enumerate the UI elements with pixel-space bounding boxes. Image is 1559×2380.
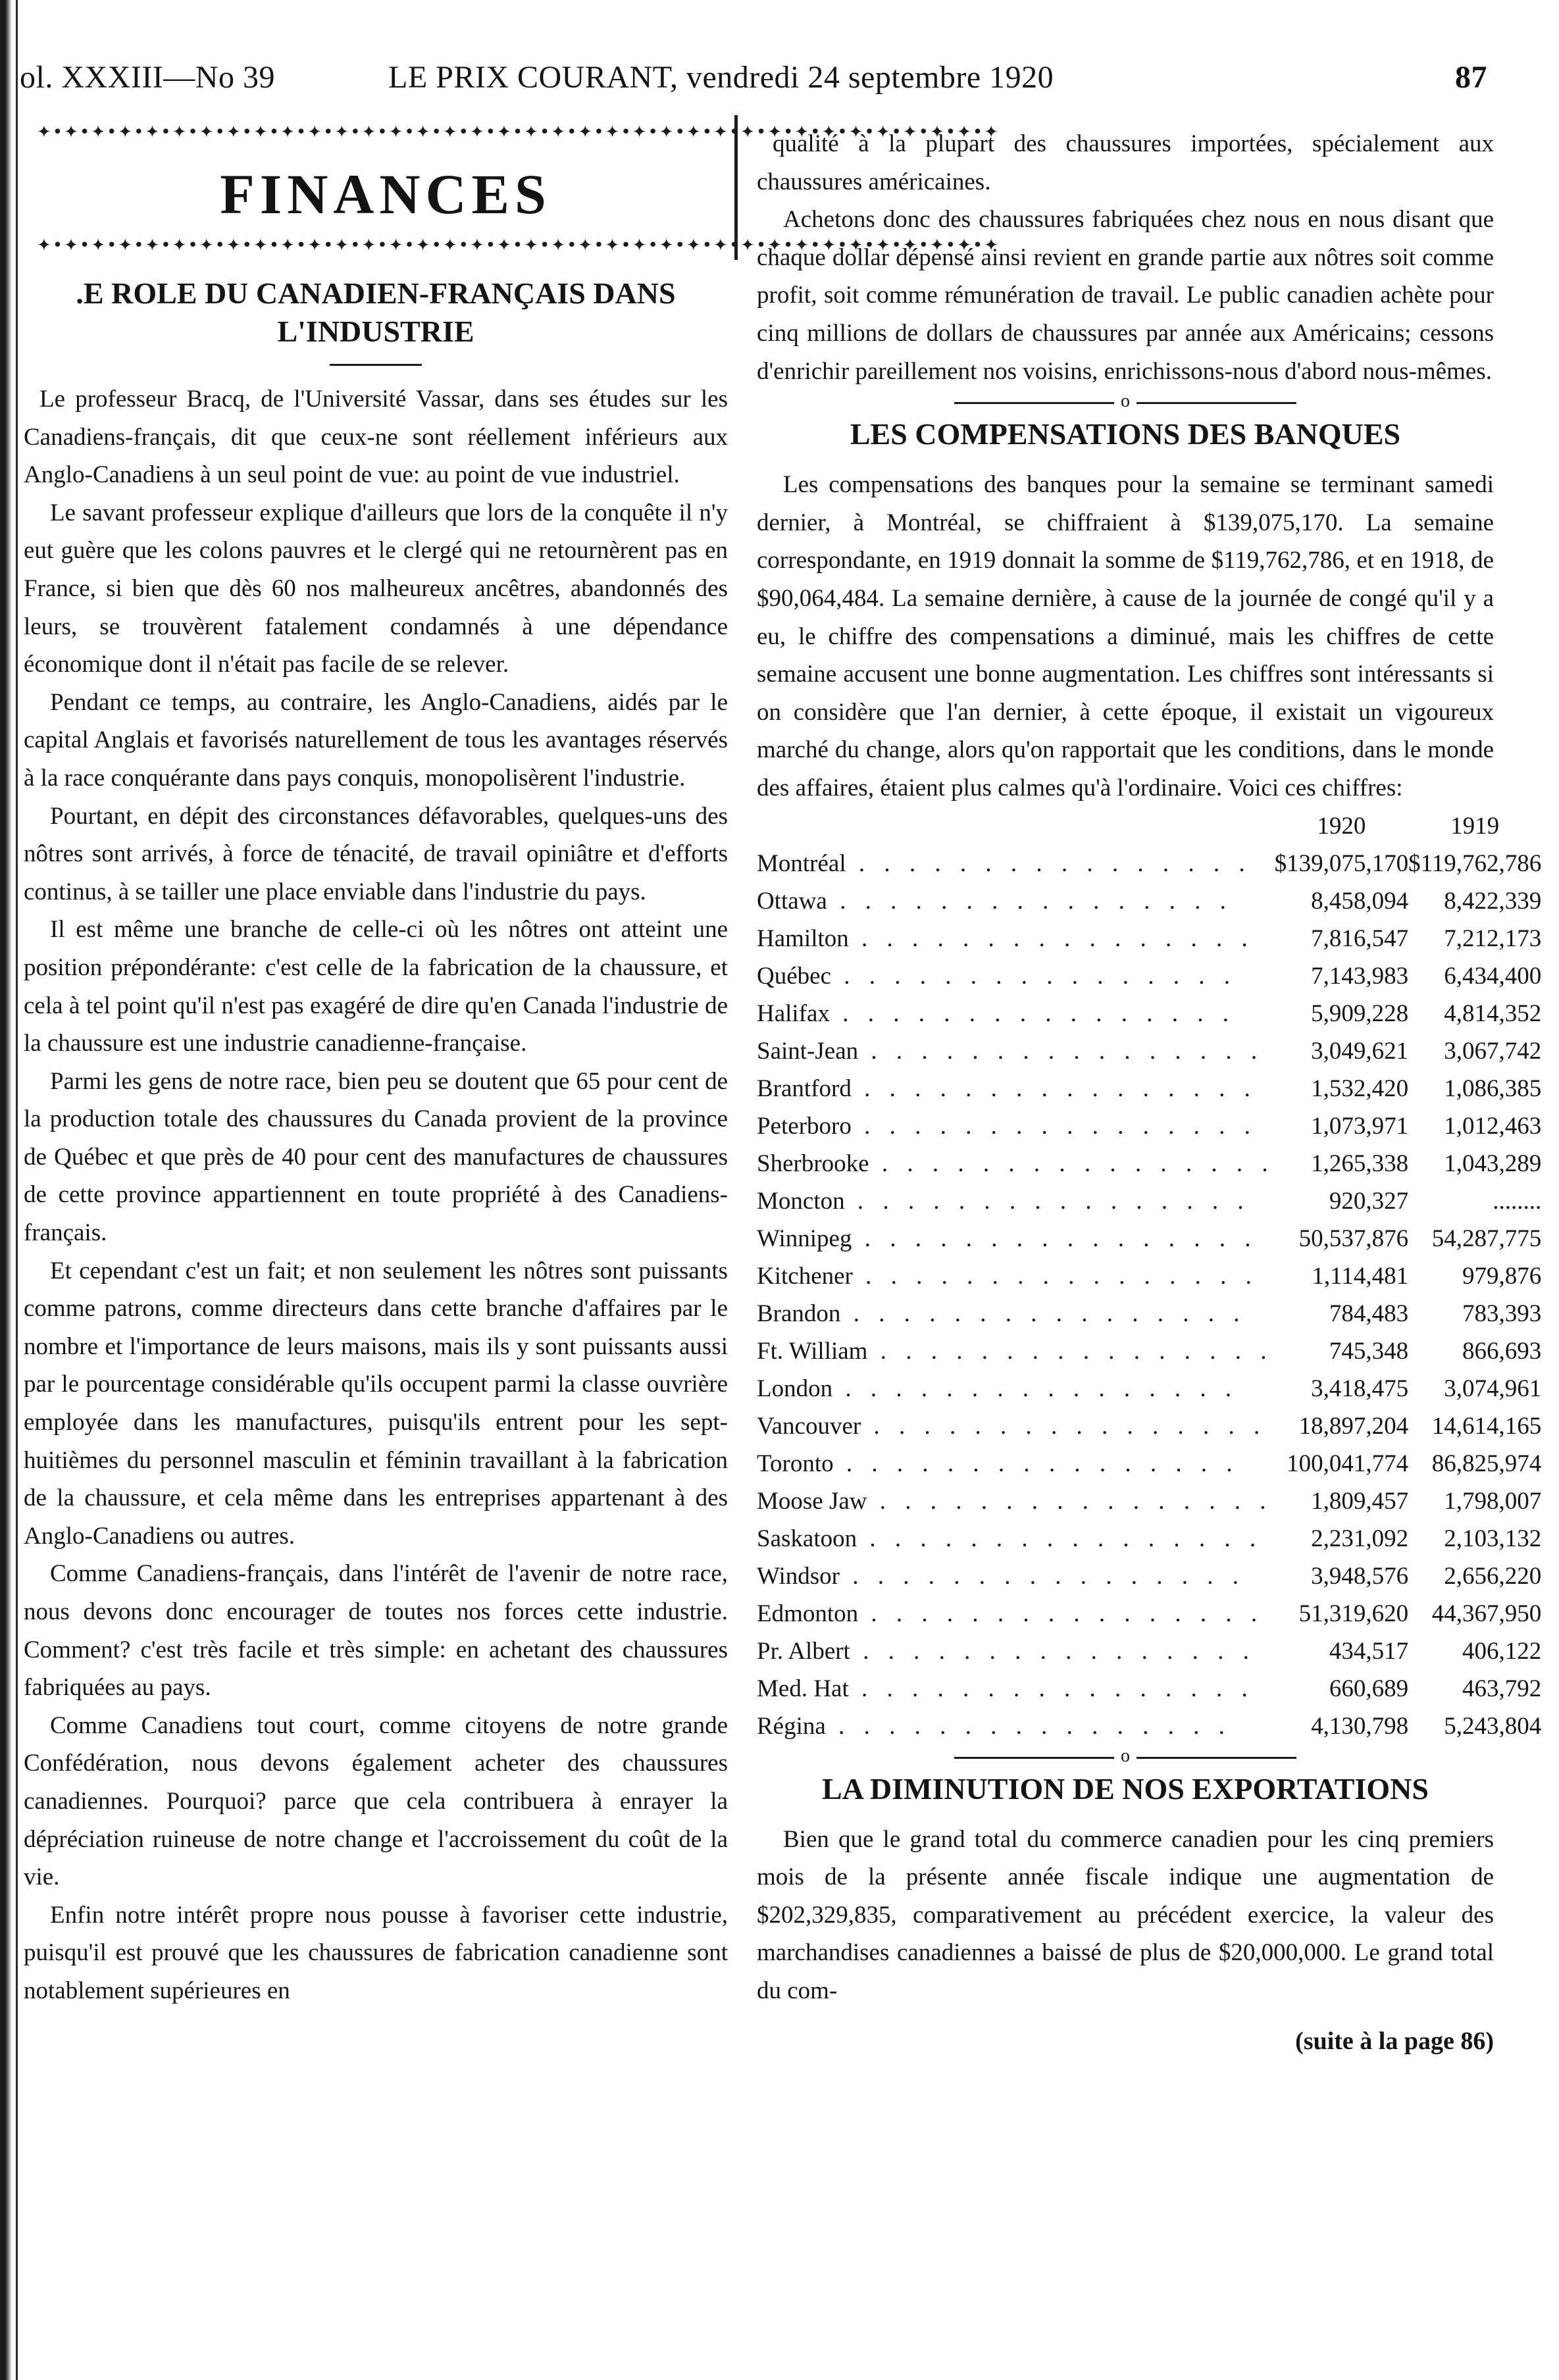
- table-row: [757, 995, 1541, 1032]
- leader-dots: . . . . . . . . . . . . . . . .: [848, 1675, 1254, 1702]
- value-1919: 1,012,463: [1444, 1112, 1542, 1140]
- city-cell: [757, 1708, 1275, 1745]
- binding-line: [16, 0, 18, 2380]
- table-row: [757, 1145, 1541, 1182]
- city-cell: [757, 1370, 1275, 1407]
- paragraph: Comme Canadiens tout court, comme citoyens de notre grande Confédération, nous devons également acheter des chaussures canadiennes. Pourquoi? parce que cela contribuera à enrayer la dépréciation ruineuse de notre change et l'accroissement du coût de la vie.: [24, 1711, 728, 1891]
- table-row: [757, 1633, 1541, 1670]
- value-1919: 3,067,742: [1444, 1037, 1542, 1065]
- article-body: [24, 380, 728, 2010]
- city-cell: [757, 882, 1275, 920]
- city-cell: [757, 1257, 1275, 1295]
- leader-dots: . . . . . . . . . . . . . . . .: [861, 1412, 1267, 1440]
- value-1920: 1,265,338: [1311, 1150, 1409, 1177]
- clearings-table: [757, 807, 1541, 1745]
- city-cell: [757, 1182, 1275, 1220]
- city-cell: [757, 1482, 1275, 1520]
- table-row: [757, 1482, 1541, 1520]
- value-1920: 784,483: [1329, 1300, 1409, 1327]
- section-divider: [954, 1745, 1296, 1766]
- city-cell: [757, 1220, 1275, 1257]
- table-header-row: [757, 807, 1541, 845]
- leader-dots: . . . . . . . . . . . . . . . .: [829, 1000, 1235, 1027]
- leader-dots: . . . . . . . . . . . . . . . .: [831, 962, 1237, 990]
- table-row: [757, 1107, 1541, 1145]
- leader-dots: . . . . . . . . . . . . . . . .: [869, 1150, 1275, 1177]
- paragraph: Achetons donc des chaussures fabriquées chez nous en nous disant que chaque dollar dépensé ainsi revient en grande partie aux nôtres soit comme profit, soit comme rémunération de travail. Le public canadien achète pour cinq millions de dollars de chaussures par année aux Américains; cessons d'enrichir pareillement nos voisins, enrichissons-nous d'abord nous-mêmes.: [757, 206, 1494, 385]
- ornament-border-bottom: ✦•✦•✦•✦•✦•✦•✦•✦•✦•✦•✦•✦•✦•✦•✦•✦•✦•✦•✦•✦•✦•✦•✦•✦•✦•✦•✦•✦•✦•✦•✦•✦•✦•✦•✦•✦: [37, 236, 1000, 255]
- value-1919: 979,876: [1462, 1262, 1542, 1290]
- city-name: Sherbrooke: [757, 1150, 869, 1177]
- table-row: [757, 1407, 1541, 1445]
- leader-dots: . . . . . . . . . . . . . . . .: [867, 1337, 1273, 1365]
- table-row: [757, 920, 1541, 957]
- city-cell: [757, 995, 1275, 1032]
- article-continuation: [757, 125, 1494, 390]
- section-title: FINANCES: [220, 163, 551, 226]
- value-1920: 1,809,457: [1311, 1487, 1409, 1515]
- paragraph: Enfin notre intérêt propre nous pousse à favoriser cette industrie, puisqu'il est prouvé que les chaussures de fabrication canadienne sont notablement supérieures en: [24, 1901, 728, 2004]
- finances-banner: [37, 115, 1000, 260]
- city-cell: [757, 920, 1275, 957]
- binding-shadow: [0, 0, 12, 2380]
- divider-mark: o: [1114, 392, 1137, 411]
- city-cell: [757, 1032, 1275, 1070]
- value-1919: 1,043,289: [1444, 1150, 1542, 1177]
- paragraph: Bien que le grand total du commerce canadien pour les cinq premiers mois de la présente année fiscale indique une augmentation de $202,329,835, comparativement au précédent exercice, la valeur des marchandises canadiennes a baissé de plus de $20,000,000. Le grand total du com-: [757, 1825, 1494, 2004]
- value-1920: 18,897,204: [1298, 1412, 1409, 1440]
- value-1920: $139,075,170: [1274, 849, 1409, 877]
- city-cell: [757, 1557, 1275, 1595]
- city-name: Moncton: [757, 1187, 845, 1215]
- value-1919: ........: [1493, 1187, 1542, 1215]
- ornament-border-top: ✦•✦•✦•✦•✦•✦•✦•✦•✦•✦•✦•✦•✦•✦•✦•✦•✦•✦•✦•✦•✦•✦•✦•✦•✦•✦•✦•✦•✦•✦•✦•✦•✦•✦•✦•✦: [37, 122, 1000, 142]
- paragraph: Comme Canadiens-français, dans l'intérêt de l'avenir de notre race, nous devons donc encourager de toutes nos forces cette industrie. Comment? c'est très facile et très simple: en achetant des chaussures fabriquées au pays.: [24, 1560, 728, 1702]
- city-cell: [757, 1145, 1275, 1182]
- value-1919: 8,422,339: [1444, 887, 1542, 915]
- table-header-year: 1920: [1317, 812, 1366, 840]
- city-name: Edmonton: [757, 1600, 859, 1627]
- value-1919: 1,086,385: [1444, 1075, 1542, 1102]
- city-cell: [757, 845, 1275, 882]
- paragraph: Il est même une branche de celle-ci où les nôtres ont atteint une position prépondérante: c'est celle de la fabrication de la chaussure, et cela à tel point qu'il n'est pas exagéré de dire qu'en Canada l'industrie de la chaussure est une industrie canadienne-française.: [24, 916, 728, 1057]
- city-cell: [757, 1295, 1275, 1332]
- masthead: [20, 54, 1487, 103]
- city-name: Saint-Jean: [757, 1037, 859, 1065]
- table-row: [757, 1032, 1541, 1070]
- table-row: [757, 1295, 1541, 1332]
- value-1919: $119,762,786: [1408, 849, 1542, 877]
- issue-label: ol. XXXIII—No 39: [20, 60, 275, 95]
- article-body: [757, 1821, 1494, 2010]
- city-name: Ft. William: [757, 1337, 868, 1365]
- table-row: [757, 1670, 1541, 1708]
- table-header-blank: [757, 807, 1275, 845]
- value-1920: 3,418,475: [1311, 1375, 1409, 1402]
- table-row: [757, 1220, 1541, 1257]
- city-cell: [757, 1670, 1275, 1708]
- city-name: Halifax: [757, 1000, 830, 1027]
- value-1920: 660,689: [1329, 1675, 1409, 1702]
- value-1919: 2,656,220: [1444, 1562, 1542, 1590]
- city-name: Hamilton: [757, 924, 849, 952]
- table-row: [757, 1595, 1541, 1633]
- paragraph: Et cependant c'est un fait; et non seulement les nôtres sont puissants comme patrons, comme directeurs dans cette branche d'affaires par le nombre et l'importance de leurs maisons, mais ils y sont puissants aussi par le pourcentage considérable qu'ils occupent parmi la classe ouvrière employée dans les manufactures, puisqu'ils entrent pour les sept-huitièmes du personnel masculin et féminin travaillant à la fabrication de la chaussure, et cela même dans les entreprises appartenant à des Anglo-Canadiens ou autres.: [24, 1257, 728, 1550]
- value-1920: 8,458,094: [1311, 887, 1409, 915]
- table-row: [757, 1257, 1541, 1295]
- right-column: [757, 125, 1542, 2349]
- leader-dots: . . . . . . . . . . . . . . . .: [857, 1525, 1263, 1552]
- leader-dots: . . . . . . . . . . . . . . . .: [827, 887, 1233, 915]
- paragraph: qualité à la plupart des chaussures importées, spécialement aux chaussures américaines.: [757, 130, 1494, 195]
- city-cell: [757, 1595, 1275, 1633]
- value-1919: 3,074,961: [1444, 1375, 1542, 1402]
- city-cell: [757, 1520, 1275, 1557]
- divider-mark: o: [1114, 1746, 1137, 1766]
- value-1920: 100,041,774: [1287, 1450, 1409, 1477]
- city-cell: [757, 1633, 1275, 1670]
- value-1920: 1,532,420: [1311, 1075, 1409, 1102]
- city-cell: [757, 1407, 1275, 1445]
- city-name: Moose Jaw: [757, 1487, 867, 1515]
- value-1919: 7,212,173: [1444, 924, 1542, 952]
- leader-dots: . . . . . . . . . . . . . . . .: [825, 1712, 1231, 1740]
- leader-dots: . . . . . . . . . . . . . . . .: [850, 1637, 1256, 1665]
- value-1920: 7,816,547: [1311, 924, 1409, 952]
- value-1919: 14,614,165: [1431, 1412, 1542, 1440]
- leader-dots: . . . . . . . . . . . . . . . .: [840, 1300, 1246, 1327]
- city-name: Brantford: [757, 1075, 852, 1102]
- city-cell: [757, 1445, 1275, 1482]
- leader-dots: . . . . . . . . . . . . . . . .: [851, 1075, 1257, 1102]
- value-1919: 2,103,132: [1444, 1525, 1542, 1552]
- city-name: Brandon: [757, 1300, 841, 1327]
- leader-dots: . . . . . . . . . . . . . . . .: [858, 1600, 1264, 1627]
- article-body: [757, 466, 1494, 807]
- value-1920: 1,114,481: [1312, 1262, 1409, 1290]
- paragraph: Parmi les gens de notre race, bien peu se doutent que 65 pour cent de la production totale des chaussures du Canada provient de la province de Québec et que près de 40 pour cent des manufactures de chaussures de cette province appartiennent en toute propriété à des Canadiens-français.: [24, 1067, 728, 1247]
- table-row: [757, 1520, 1541, 1557]
- table-header-year: 1919: [1450, 812, 1500, 840]
- value-1920: 745,348: [1329, 1337, 1409, 1365]
- value-1920: 3,049,621: [1311, 1037, 1409, 1065]
- city-name: London: [757, 1375, 833, 1402]
- paragraph: Pourtant, en dépit des circonstances défavorables, quelques-uns des nôtres sont arrivés, à force de ténacité, de travail opiniâtre et d'efforts continus, à se tailler une place enviable dans l'industrie du pays.: [24, 802, 728, 905]
- city-name: Montréal: [757, 849, 846, 877]
- value-1920: 434,517: [1329, 1637, 1409, 1665]
- value-1919: 4,814,352: [1444, 1000, 1542, 1027]
- table-row: [757, 1445, 1541, 1482]
- section-divider: [954, 391, 1296, 412]
- table-row: [757, 1182, 1541, 1220]
- headline-rule: [330, 364, 422, 366]
- city-cell: [757, 1107, 1275, 1145]
- value-1920: 2,231,092: [1311, 1525, 1409, 1552]
- value-1920: 920,327: [1329, 1187, 1409, 1215]
- value-1920: 1,073,971: [1311, 1112, 1409, 1140]
- city-name: Med. Hat: [757, 1675, 849, 1702]
- table-row: [757, 1070, 1541, 1107]
- city-name: Régina: [757, 1712, 826, 1740]
- value-1919: 54,287,775: [1431, 1225, 1542, 1252]
- leader-dots: . . . . . . . . . . . . . . . .: [852, 1262, 1258, 1290]
- city-name: Québec: [757, 962, 831, 990]
- leader-dots: . . . . . . . . . . . . . . . .: [852, 1225, 1258, 1252]
- city-name: Winnipeg: [757, 1225, 852, 1252]
- paragraph: Le professeur Bracq, de l'Université Vassar, dans ses études sur les Canadiens-français, dit que ceux-ne sont réellement inférieurs aux Anglo-Canadiens à un seul point de vue: au point de vue industriel.: [24, 386, 728, 489]
- value-1919: 463,792: [1462, 1675, 1542, 1702]
- city-cell: [757, 957, 1275, 995]
- value-1920: 50,537,876: [1298, 1225, 1409, 1252]
- leader-dots: . . . . . . . . . . . . . . . .: [832, 1375, 1239, 1402]
- city-name: Windsor: [757, 1562, 840, 1590]
- city-name: Saskatoon: [757, 1525, 857, 1552]
- value-1919: 86,825,974: [1431, 1450, 1542, 1477]
- paragraph: Les compensations des banques pour la semaine se terminant samedi dernier, à Montréal, se chiffraient à $139,075,170. La semaine correspondante, en 1919 donnait la somme de $119,762,786, et en 1918, de $90,064,484. La semaine dernière, à cause de la journée de congé qu'il y a eu, le chiffre des compensations a diminué, mais les chiffres de cette semaine accusent une bonne augmentation. Les chiffres sont intéressants si on considère que l'an dernier, à cette époque, il existait un vigoureux marché du change, alors qu'on rapportait que les conditions, dans le monde des affaires, étaient plus calmes qu'à l'ordinaire. Voici ces chiffres:: [757, 471, 1494, 801]
- value-1919: 5,243,804: [1444, 1712, 1542, 1740]
- leader-dots: . . . . . . . . . . . . . . . .: [858, 1037, 1264, 1065]
- table-row: [757, 1332, 1541, 1370]
- publication-title: LE PRIX COURANT, vendredi 24 septembre 1920: [388, 60, 1054, 95]
- value-1920: 51,319,620: [1298, 1600, 1409, 1627]
- value-1919: 406,122: [1462, 1637, 1542, 1665]
- leader-dots: . . . . . . . . . . . . . . . .: [839, 1562, 1245, 1590]
- value-1920: 5,909,228: [1311, 1000, 1409, 1027]
- leader-dots: . . . . . . . . . . . . . . . .: [851, 1112, 1257, 1140]
- leader-dots: . . . . . . . . . . . . . . . .: [846, 849, 1252, 877]
- value-1920: 3,948,576: [1311, 1562, 1409, 1590]
- leader-dots: . . . . . . . . . . . . . . . .: [833, 1450, 1239, 1477]
- city-name: Ottawa: [757, 887, 827, 915]
- city-name: Peterboro: [757, 1112, 852, 1140]
- value-1919: 44,367,950: [1431, 1600, 1542, 1627]
- city-name: Kitchener: [757, 1262, 853, 1290]
- article-headline: .E ROLE DU CANADIEN-FRANÇAIS DANS L'INDUSTRIE: [76, 276, 676, 348]
- value-1919: 866,693: [1462, 1337, 1542, 1365]
- city-name: Toronto: [757, 1450, 834, 1477]
- leader-dots: . . . . . . . . . . . . . . . .: [867, 1487, 1273, 1515]
- leader-dots: . . . . . . . . . . . . . . . .: [848, 924, 1254, 952]
- leader-dots: . . . . . . . . . . . . . . . .: [844, 1187, 1250, 1215]
- table-row: [757, 957, 1541, 995]
- city-cell: [757, 1332, 1275, 1370]
- paragraph: Pendant ce temps, au contraire, les Anglo-Canadiens, aidés par le capital Anglais et favorisés naturellement de tous les avantages réservés à la race conquérante dans pays conquis, monopolisèrent l'industrie.: [24, 688, 728, 792]
- value-1919: 1,798,007: [1444, 1487, 1542, 1515]
- value-1919: 6,434,400: [1444, 962, 1542, 990]
- value-1920: 7,143,983: [1311, 962, 1409, 990]
- continuation-note: (suite à la page 86): [1295, 2027, 1494, 2056]
- table-row: [757, 1557, 1541, 1595]
- table-row: [757, 882, 1541, 920]
- table-row: [757, 845, 1541, 882]
- article-headline: LA DIMINUTION DE NOS EXPORTATIONS: [822, 1771, 1429, 1806]
- table-row: [757, 1370, 1541, 1407]
- city-name: Vancouver: [757, 1412, 861, 1440]
- page-number: 87: [1455, 60, 1487, 95]
- paragraph: Le savant professeur explique d'ailleurs que lors de la conquête il n'y eut guère que les colons pauvres et le clergé qui ne retournèrent pas en France, si bien que dès 60 nos malheureux ancêtres, abandonnés des leurs, se trouvèrent fatalement condamnés à une dépendance économique dont il n'était pas facile de se relever.: [24, 499, 728, 678]
- value-1920: 4,130,798: [1311, 1712, 1409, 1740]
- table-row: [757, 1708, 1541, 1745]
- article-headline: LES COMPENSATIONS DES BANQUES: [850, 417, 1401, 451]
- value-1919: 783,393: [1462, 1300, 1542, 1327]
- city-name: Pr. Albert: [757, 1637, 850, 1665]
- city-cell: [757, 1070, 1275, 1107]
